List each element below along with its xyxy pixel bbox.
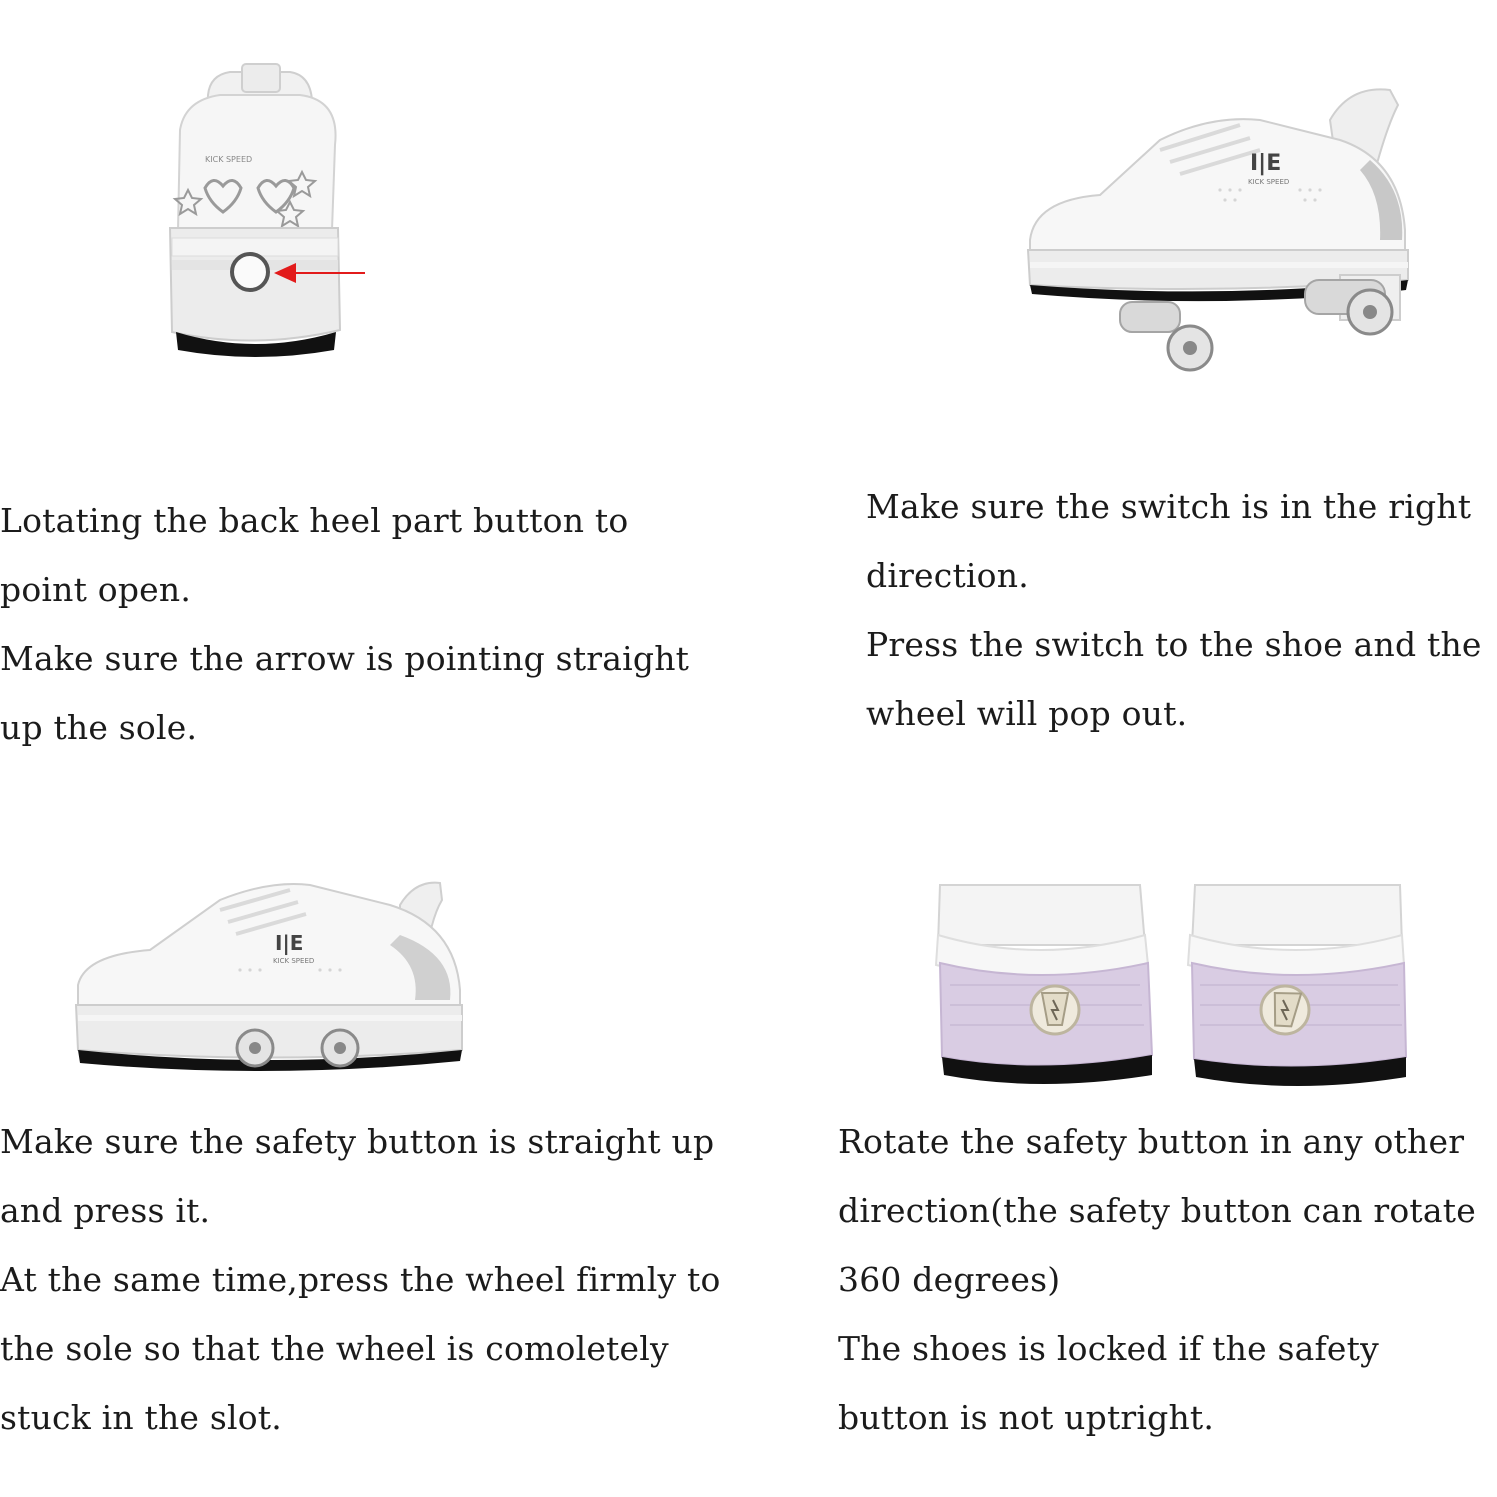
caption-line: 360 degrees) — [838, 1260, 1061, 1299]
step-4-caption — [838, 1107, 1476, 1452]
svg-text:I|E: I|E — [275, 931, 304, 955]
left-heel — [936, 885, 1152, 1084]
shoe-wheels-out-image — [1010, 80, 1430, 380]
svg-text:KICK SPEED: KICK SPEED — [273, 957, 315, 965]
step-3-caption — [0, 1107, 721, 1452]
caption-line: The shoes is locked if the safety — [838, 1329, 1379, 1368]
caption-line: the sole so that the wheel is comoletely — [0, 1329, 669, 1368]
caption-line: At the same time,press the wheel firmly to — [0, 1260, 721, 1299]
caption-line: up the sole. — [0, 708, 198, 747]
shoe-wheels-retracted-image — [70, 875, 470, 1080]
caption-line: Make sure the switch is in the right — [866, 487, 1472, 526]
caption-line: Lotating the back heel part button to — [0, 501, 629, 540]
caption-line: button is not uptright. — [838, 1398, 1215, 1437]
right-heel — [1188, 885, 1406, 1086]
shoe-back-view-image — [150, 60, 390, 370]
caption-line: wheel will pop out. — [866, 694, 1188, 733]
caption-line: direction(the safety button can rotate — [838, 1191, 1476, 1230]
caption-line: Rotate the safety button in any other — [838, 1122, 1465, 1161]
step-2-caption — [866, 472, 1482, 748]
svg-text:I|E: I|E — [1250, 151, 1282, 176]
svg-text:KICK SPEED: KICK SPEED — [1248, 178, 1290, 186]
svg-text:KICK SPEED: KICK SPEED — [205, 155, 253, 164]
caption-line: Make sure the arrow is pointing straight — [0, 639, 690, 678]
caption-line: stuck in the slot. — [0, 1398, 282, 1437]
heel-safety-button-closeup-image — [930, 875, 1430, 1100]
caption-line: Press the switch to the shoe and the — [866, 625, 1482, 664]
caption-line: and press it. — [0, 1191, 211, 1230]
caption-line: Make sure the safety button is straight up — [0, 1122, 715, 1161]
caption-line: direction. — [866, 556, 1029, 595]
caption-line: point open. — [0, 570, 192, 609]
step-1-caption — [0, 486, 689, 762]
